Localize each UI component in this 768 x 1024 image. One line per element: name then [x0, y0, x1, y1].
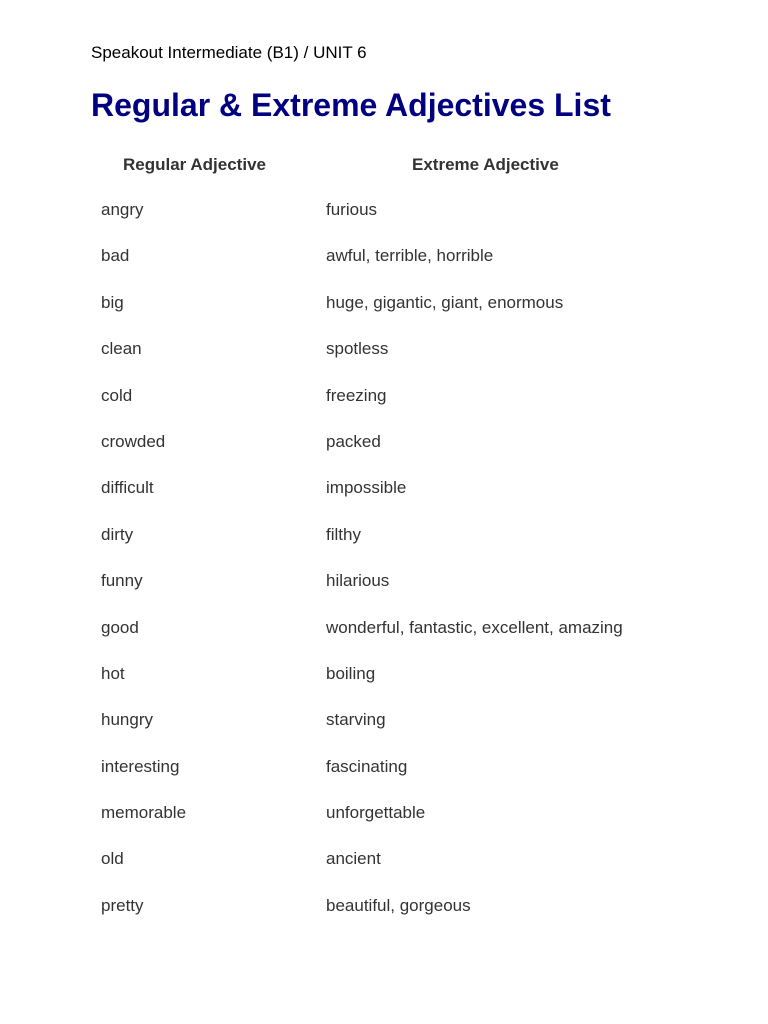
extreme-adjective-cell: ancient: [326, 849, 381, 869]
extreme-adjective-cell: beautiful, gorgeous: [326, 895, 471, 915]
regular-adjective-cell: hungry: [101, 710, 153, 730]
page-title: Regular & Extreme Adjectives List: [91, 87, 611, 123]
regular-adjective-cell: clean: [101, 339, 142, 359]
table-row: [88, 293, 688, 339]
table-row: [88, 386, 688, 432]
table-header-row: [88, 150, 688, 182]
regular-adjective-cell: crowded: [101, 431, 166, 451]
extreme-adjective-cell: packed: [326, 431, 381, 451]
extreme-adjective-cell: awful, terrible, horrible: [326, 246, 494, 266]
extreme-adjective-cell: filthy: [326, 524, 361, 544]
regular-adjective-cell: good: [101, 617, 139, 637]
regular-adjective-cell: cold: [101, 385, 133, 405]
table-row: [88, 246, 688, 292]
regular-adjective-cell: old: [101, 849, 124, 869]
extreme-adjective-cell: hilarious: [326, 571, 390, 591]
table-row: [88, 339, 688, 385]
table-row: [88, 757, 688, 803]
table-row: [88, 200, 688, 246]
table-row: [88, 432, 688, 478]
extreme-adjective-cell: spotless: [326, 339, 389, 359]
extreme-adjective-cell: impossible: [326, 478, 407, 498]
regular-adjective-cell: hot: [101, 663, 125, 683]
extreme-adjective-cell: starving: [326, 710, 386, 730]
table-row: [88, 849, 688, 895]
regular-adjective-cell: dirty: [101, 524, 134, 544]
adjectives-table: [88, 150, 688, 915]
extreme-adjective-cell: huge, gigantic, giant, enormous: [326, 292, 564, 312]
extreme-adjective-cell: fascinating: [326, 756, 408, 776]
table-row: [88, 478, 688, 524]
extreme-adjective-cell: freezing: [326, 385, 387, 405]
column-header-extreme: Extreme Adjective: [412, 155, 559, 174]
table-row: [88, 618, 688, 664]
table-body: [88, 200, 688, 942]
extreme-adjective-cell: unforgettable: [326, 803, 426, 823]
extreme-adjective-cell: wonderful, fantastic, excellent, amazing: [326, 617, 623, 637]
regular-adjective-cell: bad: [101, 246, 130, 266]
table-row: [88, 525, 688, 571]
table-row: [88, 571, 688, 617]
table-row: [88, 710, 688, 756]
course-subtitle: Speakout Intermediate (B1) / UNIT 6: [91, 43, 367, 62]
extreme-adjective-cell: boiling: [326, 663, 376, 683]
table-row: [88, 664, 688, 710]
extreme-adjective-cell: furious: [326, 200, 378, 219]
regular-adjective-cell: big: [101, 292, 124, 312]
regular-adjective-cell: pretty: [101, 895, 144, 915]
regular-adjective-cell: difficult: [101, 478, 154, 498]
regular-adjective-cell: funny: [101, 571, 143, 591]
column-header-regular: Regular Adjective: [123, 155, 266, 174]
regular-adjective-cell: interesting: [101, 756, 180, 776]
table-row: [88, 803, 688, 849]
table-row: [88, 896, 688, 942]
regular-adjective-cell: angry: [101, 200, 144, 219]
regular-adjective-cell: memorable: [101, 803, 187, 823]
